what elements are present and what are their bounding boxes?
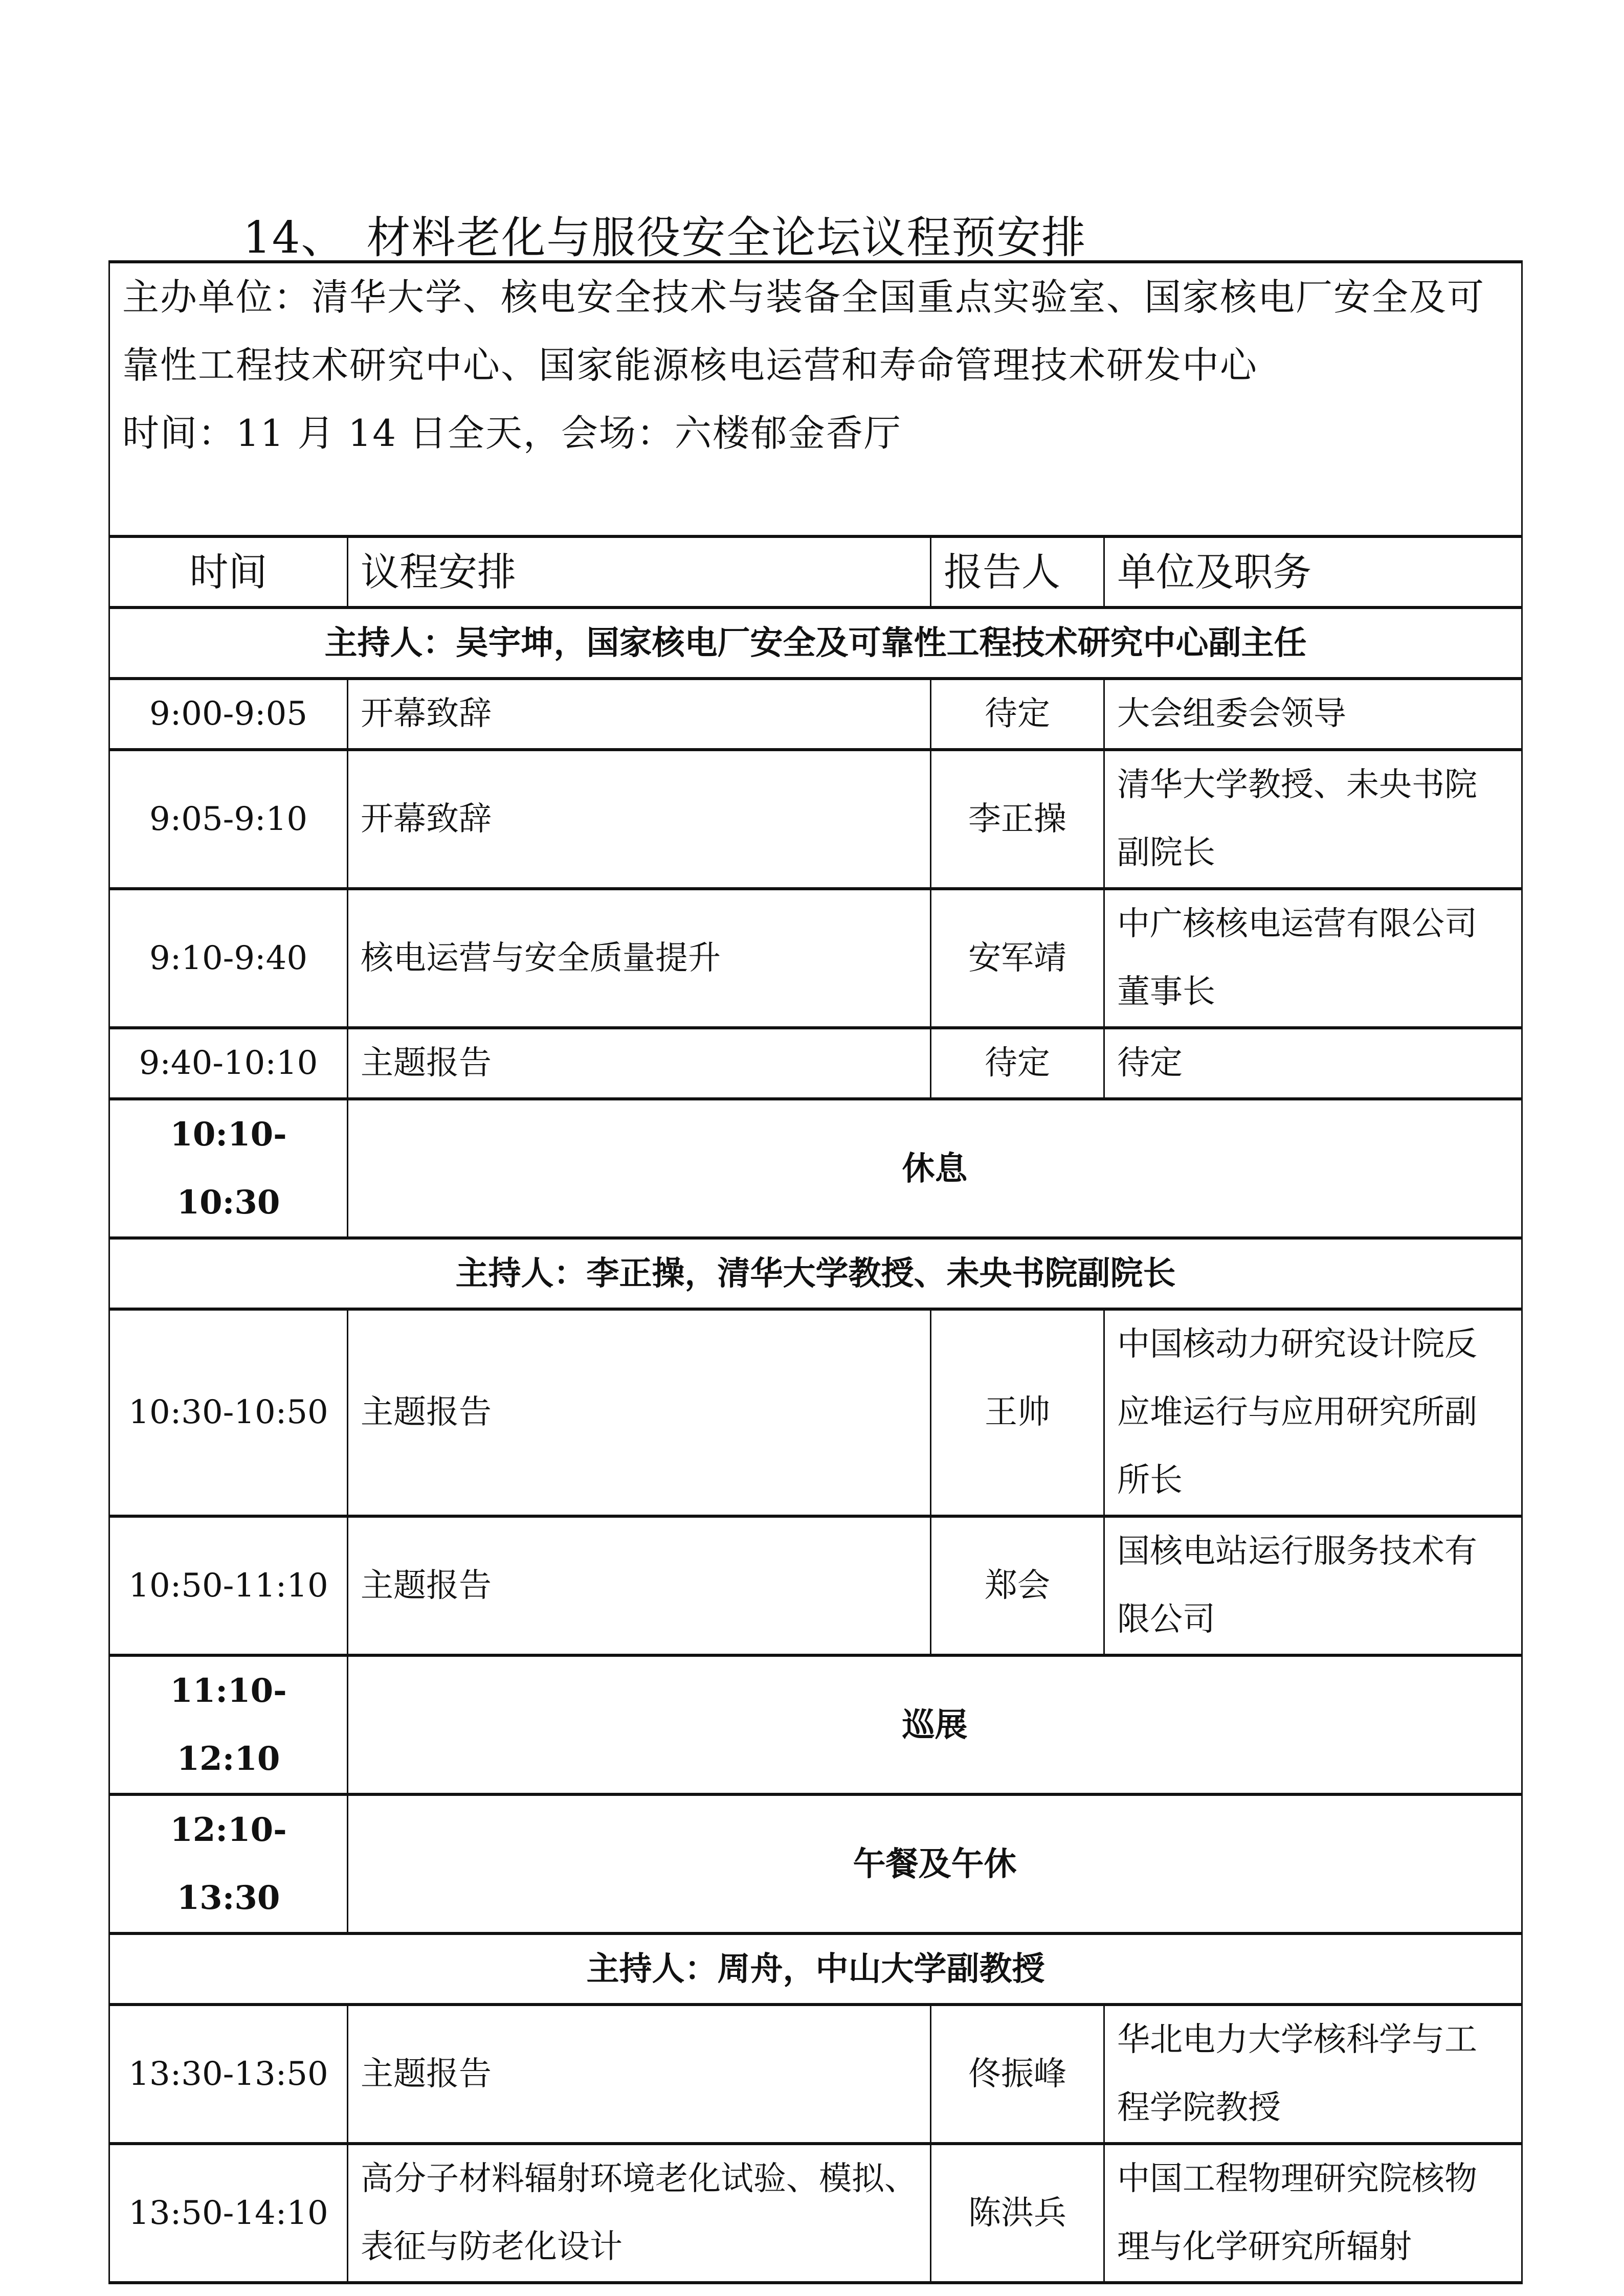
org-cell: 华北电力大学核科学与工程学院教授 (1104, 2005, 1522, 2144)
title-text: 材料老化与服役安全论坛议程预安排 (366, 212, 1087, 263)
speaker-cell: 安军靖 (931, 889, 1104, 1028)
agenda-table (108, 260, 1523, 2284)
header-org: 单位及职务 (1104, 536, 1522, 607)
topic-cell: 主题报告 (348, 1028, 931, 1099)
break-row (109, 1099, 1522, 1238)
speaker-cell: 李正操 (931, 750, 1104, 889)
agenda-row (109, 1028, 1522, 1099)
header-topic: 议程安排 (348, 536, 931, 607)
agenda-row (109, 750, 1522, 889)
topic-cell: 主题报告 (348, 1309, 931, 1516)
org-cell: 中国核动力研究设计院反应堆运行与应用研究所副所长 (1104, 1309, 1522, 1516)
org-cell: 中国工程物理研究院核物理与化学研究所辐射 (1104, 2144, 1522, 2283)
host-text: 主持人：周舟，中山大学副教授 (109, 1933, 1522, 2005)
time-cell: 10:30-10:50 (109, 1309, 348, 1516)
org-cell: 清华大学教授、未央书院副院长 (1104, 750, 1522, 889)
break-label: 巡展 (348, 1655, 1522, 1794)
agenda-row (109, 889, 1522, 1028)
agenda-row (109, 1309, 1522, 1516)
time-cell: 9:00-9:05 (109, 679, 348, 750)
header-time: 时间 (109, 536, 348, 607)
organizers: 主办单位：清华大学、核电安全技术与装备全国重点实验室、国家核电厂安全及可靠性工程技术研究中心、国家能源核电运营和寿命管理技术研发中心 (122, 276, 1485, 387)
time-cell: 13:30-13:50 (109, 2005, 348, 2144)
header-speaker: 报告人 (931, 536, 1104, 607)
info-cell (109, 262, 1522, 536)
break-time: 12:10-13:30 (109, 1794, 348, 1933)
time-cell: 9:05-9:10 (109, 750, 348, 889)
break-time: 11:10-12:10 (109, 1655, 348, 1794)
host-row (109, 1933, 1522, 2005)
header-row (109, 536, 1522, 607)
host-text: 主持人：吴宇坤，国家核电厂安全及可靠性工程技术研究中心副主任 (109, 607, 1522, 679)
speaker-cell: 郑会 (931, 1516, 1104, 1655)
org-cell: 中广核核电运营有限公司董事长 (1104, 889, 1522, 1028)
break-label: 午餐及午休 (348, 1794, 1522, 1933)
break-row (109, 1655, 1522, 1794)
break-time: 10:10-10:30 (109, 1099, 348, 1238)
topic-cell: 高分子材料辐射环境老化试验、模拟、表征与防老化设计 (348, 2144, 931, 2283)
topic-cell: 开幕致辞 (348, 679, 931, 750)
break-row (109, 1794, 1522, 1933)
host-text: 主持人：李正操，清华大学教授、未央书院副院长 (109, 1238, 1522, 1309)
org-cell: 大会组委会领导 (1104, 679, 1522, 750)
time-cell: 9:10-9:40 (109, 889, 348, 1028)
break-label: 休息 (348, 1099, 1522, 1238)
title-number: 14、 (243, 212, 346, 263)
speaker-cell: 待定 (931, 1028, 1104, 1099)
topic-cell: 核电运营与安全质量提升 (348, 889, 931, 1028)
topic-cell: 开幕致辞 (348, 750, 931, 889)
org-cell: 国核电站运行服务技术有限公司 (1104, 1516, 1522, 1655)
speaker-cell: 佟振峰 (931, 2005, 1104, 2144)
time-cell: 13:50-14:10 (109, 2144, 348, 2283)
info-row (109, 262, 1522, 536)
org-cell: 待定 (1104, 1028, 1522, 1099)
speaker-cell: 陈洪兵 (931, 2144, 1104, 2283)
topic-cell: 主题报告 (348, 2005, 931, 2144)
host-row (109, 607, 1522, 679)
agenda-row (109, 2005, 1522, 2144)
agenda-row (109, 1516, 1522, 1655)
topic-cell: 主题报告 (348, 1516, 931, 1655)
time-venue: 时间：11 月 14 日全天，会场：六楼郁金香厅 (122, 412, 902, 455)
time-cell: 10:50-11:10 (109, 1516, 348, 1655)
speaker-cell: 王帅 (931, 1309, 1104, 1516)
agenda-row (109, 2144, 1522, 2283)
agenda-row (109, 679, 1522, 750)
host-row (109, 1238, 1522, 1309)
page-title (243, 202, 1086, 265)
speaker-cell: 待定 (931, 679, 1104, 750)
time-cell: 9:40-10:10 (109, 1028, 348, 1099)
